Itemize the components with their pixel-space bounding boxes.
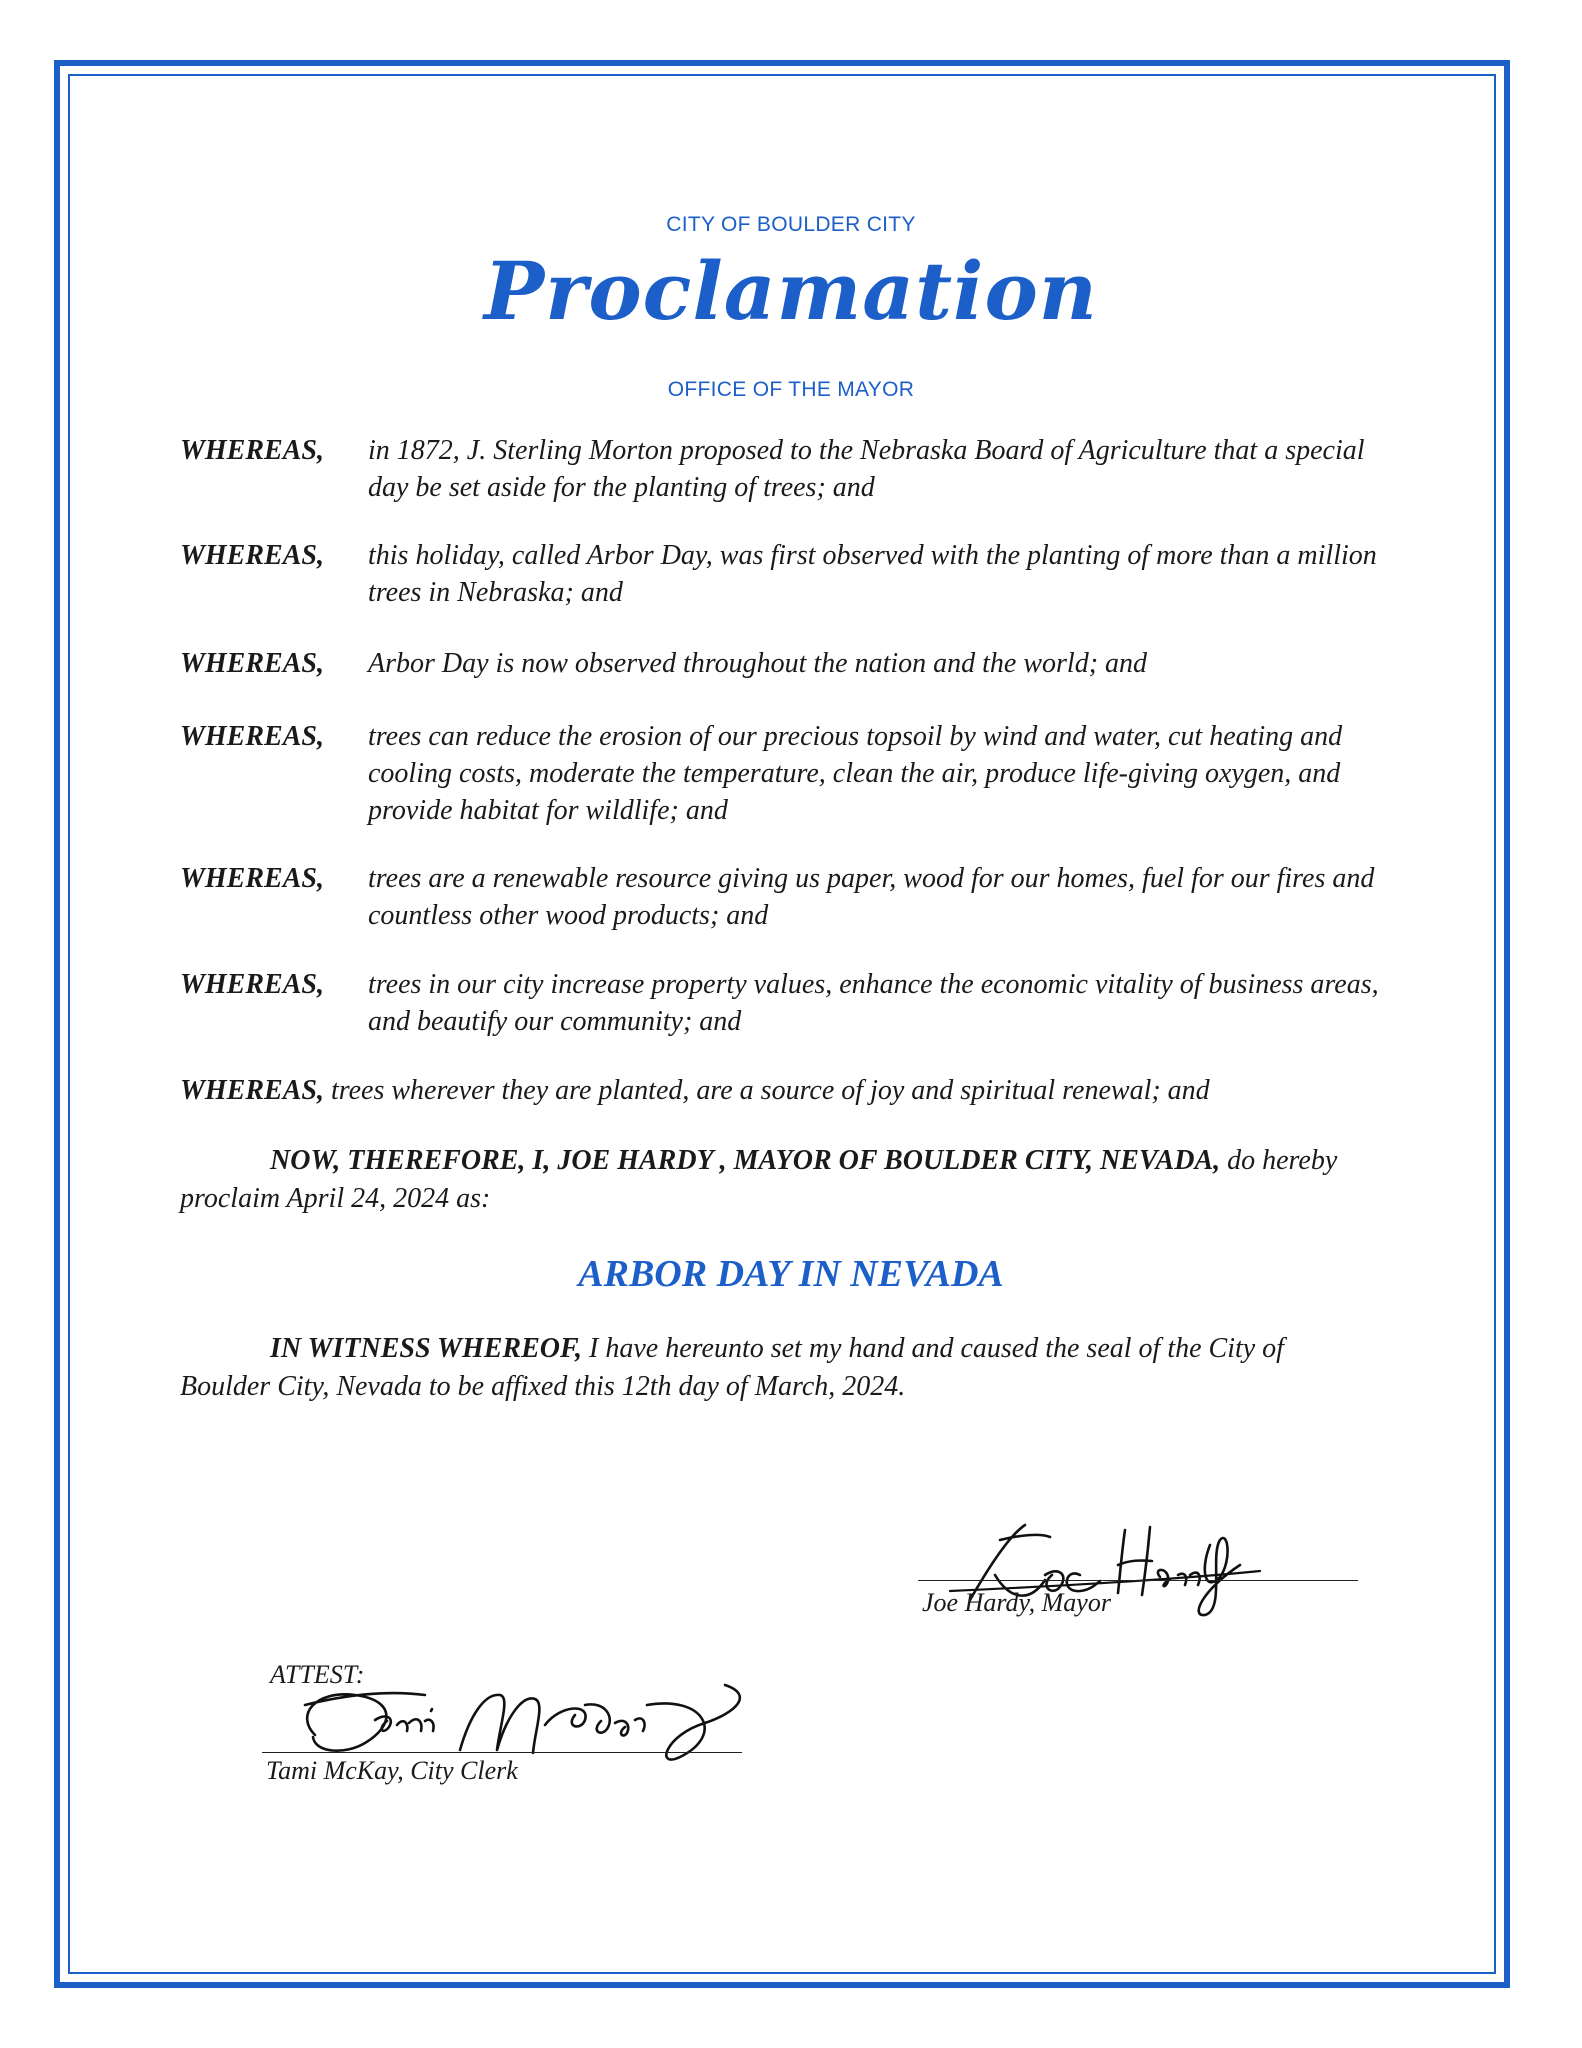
now-therefore-lead: NOW, THEREFORE, I, JOE HARDY , MAYOR OF BOULDER CITY, NEVADA, — [270, 1145, 1221, 1176]
clerk-signature-line — [262, 1752, 742, 1753]
clerk-caption: Tami McKay, City Clerk — [266, 1756, 518, 1785]
mayor-signature-line — [918, 1580, 1358, 1581]
now-therefore-paragraph — [180, 1142, 1380, 1218]
whereas-clause-2 — [180, 537, 1390, 611]
whereas-clause-7 — [180, 1072, 1390, 1109]
whereas-label: WHEREAS, — [180, 1075, 324, 1106]
witness-paragraph — [180, 1330, 1380, 1406]
proclamation-title: Proclamation — [484, 244, 1098, 338]
whereas-clause-3 — [180, 645, 1390, 682]
proclaimed-title: ARBOR DAY IN NEVADA — [578, 1253, 1004, 1295]
city-name-heading: CITY OF BOULDER CITY — [666, 213, 916, 236]
witness-rest: I have hereunto set my hand and caused the seal of the City of Boulder City, Nevada to be affixed this 12th day of March, 2024. — [180, 1333, 1284, 1402]
whereas-text: trees are a renewable resource giving us paper, wood for our homes, fuel for our fires and countless other wood products; and — [368, 863, 1375, 931]
now-therefore-rest: do hereby proclaim April 24, 2024 as: — [180, 1145, 1338, 1214]
whereas-text: in 1872, J. Sterling Morton proposed to the Nebraska Board of Agriculture that a special day be set aside for the planting of trees; and — [368, 435, 1365, 503]
whereas-text: Arbor Day is now observed throughout the nation and the world; and — [368, 648, 1148, 679]
mayor-caption: Joe Hardy, Mayor — [922, 1588, 1111, 1617]
whereas-label: WHEREAS, — [180, 863, 324, 894]
whereas-label: WHEREAS, — [180, 969, 324, 1000]
whereas-text: trees in our city increase property values, enhance the economic vitality of business areas, and beautify our community; and — [368, 969, 1379, 1037]
whereas-clause-5 — [180, 860, 1390, 934]
whereas-text: this holiday, called Arbor Day, was first observed with the planting of more than a million trees in Nebraska; and — [368, 540, 1377, 608]
whereas-label: WHEREAS, — [180, 435, 324, 466]
whereas-clause-6 — [180, 966, 1390, 1040]
attest-label: ATTEST: — [270, 1660, 365, 1689]
whereas-text: trees can reduce the erosion of our precious topsoil by wind and water, cut heating and cooling costs, moderate the temperature, clean the air, produce life-giving oxygen, and provide habitat for wildlife; and — [368, 721, 1343, 826]
whereas-text: trees wherever they are planted, are a source of joy and spiritual renewal; and — [330, 1075, 1210, 1106]
whereas-label: WHEREAS, — [180, 721, 324, 752]
whereas-label: WHEREAS, — [180, 648, 324, 679]
whereas-clause-4 — [180, 718, 1390, 829]
whereas-clause-1 — [180, 432, 1390, 506]
witness-lead: IN WITNESS WHEREOF, — [270, 1333, 583, 1364]
office-heading: OFFICE OF THE MAYOR — [667, 378, 915, 401]
whereas-label: WHEREAS, — [180, 540, 324, 571]
